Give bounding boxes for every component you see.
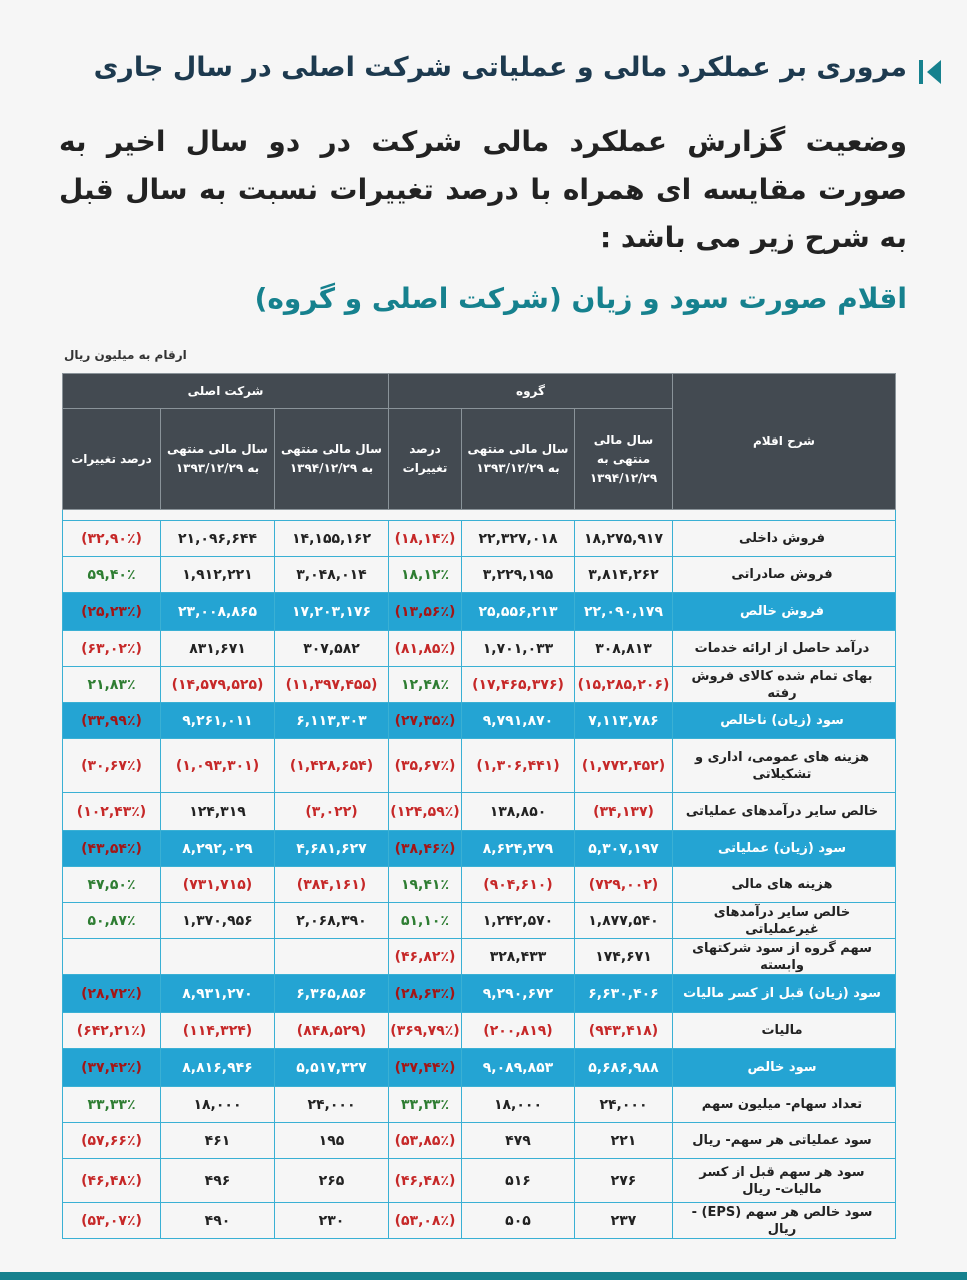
table-row [63,557,896,593]
group-1393-cell: ۳,۲۲۹,۱۹۵ [462,557,575,593]
parent-pct-cell: ۲۱,۸۳٪ [63,667,161,703]
table-row [63,975,896,1013]
parent-1394-cell: ۲۴,۰۰۰ [275,1087,389,1123]
row-label: سود عملیاتی هر سهم- ریال [673,1123,896,1159]
parent-1393-cell: ۱,۹۱۲,۲۲۱ [161,557,275,593]
group-1393-cell: ۵۱۶ [462,1159,575,1203]
table-row [63,1013,896,1049]
parent-1394-cell: (۸۴۸,۵۲۹) [275,1013,389,1049]
parent-pct-cell: (۲۵,۲۳٪) [63,593,161,631]
parent-1394-cell: ۱۹۵ [275,1123,389,1159]
parent-1393-cell: ۸۳۱,۶۷۱ [161,631,275,667]
row-label: بهای تمام شده کالای فروش رفته [673,667,896,703]
row-label: هزینه های عمومی، اداری و تشکیلاتی [673,739,896,793]
parent-1393-cell: ۱۸,۰۰۰ [161,1087,275,1123]
group-1393-cell: ۹,۷۹۱,۸۷۰ [462,703,575,739]
parent-pct-cell: (۳۰,۶۷٪) [63,739,161,793]
table-row [63,1123,896,1159]
group-pct-cell: (۲۸,۶۳٪) [389,975,462,1013]
group-1393-cell: (۲۰۰,۸۱۹) [462,1013,575,1049]
parent-pct-cell: ۵۰,۸۷٪ [63,903,161,939]
parent-1393-cell: (۱,۰۹۳,۳۰۱) [161,739,275,793]
table-row [63,939,896,975]
group-1393-cell: ۹,۰۸۹,۸۵۳ [462,1049,575,1087]
parent-1393-cell: ۲۱,۰۹۶,۶۴۴ [161,521,275,557]
group-1393-cell: (۱۷,۴۶۵,۳۷۶) [462,667,575,703]
intro-paragraph: وضعیت گزارش عملکرد مالی شرکت در دو سال اخیر به صورت مقایسه ای همراه با درصد تغییرات نسبت به سال قبل به شرح زیر می باشد : [59,125,907,254]
group-1393-cell: ۹,۲۹۰,۶۷۲ [462,975,575,1013]
row-label: سود (زیان) ناخالص [673,703,896,739]
parent-pct-cell: (۱۰۲,۴۳٪) [63,793,161,831]
group-1394-cell: ۱۸,۲۷۵,۹۱۷ [575,521,673,557]
table-row [63,667,896,703]
group-pct-cell: (۱۳,۵۶٪) [389,593,462,631]
group-pct-cell: ۳۳,۳۳٪ [389,1087,462,1123]
group-pct-header: درصد تغییرات [389,409,462,510]
parent-1394-cell: ۳,۰۴۸,۰۱۴ [275,557,389,593]
group-pct-cell: (۱۲۴,۵۹٪) [389,793,462,831]
bottom-bar [0,1272,967,1280]
parent-1394-header: سال مالی منتهی به ۱۳۹۴/۱۲/۲۹ [275,409,389,510]
parent-pct-cell: (۲۸,۷۲٪) [63,975,161,1013]
table-row [63,703,896,739]
group-pct-cell: ۱۲,۴۸٪ [389,667,462,703]
table-row [63,739,896,793]
row-label: هزینه های مالی [673,867,896,903]
group-1394-cell: ۲۷۶ [575,1159,673,1203]
table-row [63,903,896,939]
parent-1394-cell: (۱۱,۳۹۷,۴۵۵) [275,667,389,703]
group-1394-cell: (۱۵,۲۸۵,۲۰۶) [575,667,673,703]
parent-1393-cell: ۴۹۶ [161,1159,275,1203]
table-row [63,1203,896,1239]
group-pct-cell: (۱۸,۱۴٪) [389,521,462,557]
row-label: سود (زیان) قبل از کسر مالیات [673,975,896,1013]
parent-1393-cell: ۴۹۰ [161,1203,275,1239]
parent-pct-header: درصد تغییرات [63,409,161,510]
row-label: فروش صادراتی [673,557,896,593]
group-pct-cell: ۵۱,۱۰٪ [389,903,462,939]
group-1393-cell: ۱۳۸,۸۵۰ [462,793,575,831]
title-arrow-icon [927,60,941,84]
financial-table [62,373,896,1239]
parent-1394-cell: ۳۰۷,۵۸۲ [275,631,389,667]
group-1394-cell: (۳۴,۱۳۷) [575,793,673,831]
parent-1393-cell: ۸,۲۹۲,۰۲۹ [161,831,275,867]
parent-1393-cell: ۲۳,۰۰۸,۸۶۵ [161,593,275,631]
parent-1393-cell: (۱۱۴,۳۲۴) [161,1013,275,1049]
group-1393-cell: ۸,۶۲۴,۲۷۹ [462,831,575,867]
parent-pct-cell: ۴۷,۵۰٪ [63,867,161,903]
parent-pct-cell [63,939,161,975]
group-header: گروه [389,374,673,409]
parent-1394-cell: ۶,۳۶۵,۸۵۶ [275,975,389,1013]
section-subheading: اقلام صورت سود و زیان (شرکت اصلی و گروه) [254,282,907,315]
group-pct-cell: (۸۱,۸۵٪) [389,631,462,667]
group-pct-cell: ۱۹,۴۱٪ [389,867,462,903]
header-spacer [63,510,896,521]
parent-1394-cell: (۱,۴۲۸,۶۵۴) [275,739,389,793]
parent-pct-cell: (۴۳,۵۴٪) [63,831,161,867]
parent-1393-header: سال مالی منتهی به ۱۳۹۳/۱۲/۲۹ [161,409,275,510]
group-1394-cell: ۲۲۱ [575,1123,673,1159]
group-pct-cell: (۳۷,۴۴٪) [389,1049,462,1087]
row-label: فروش خالص [673,593,896,631]
group-pct-cell: (۲۷,۳۵٪) [389,703,462,739]
parent-pct-cell: (۵۷,۶۶٪) [63,1123,161,1159]
table-row [63,1049,896,1087]
table-row [63,521,896,557]
group-1394-cell: ۳,۸۱۴,۲۶۲ [575,557,673,593]
row-label: سود خالص هر سهم (EPS) - ریال [673,1203,896,1239]
group-1393-cell: ۴۷۹ [462,1123,575,1159]
parent-pct-cell: (۵۳,۰۷٪) [63,1203,161,1239]
parent-1394-cell: (۳,۰۲۲) [275,793,389,831]
parent-1394-cell: ۵,۵۱۷,۳۲۷ [275,1049,389,1087]
table-row [63,1087,896,1123]
group-1394-cell: ۲۳۷ [575,1203,673,1239]
parent-1394-cell: ۲۶۵ [275,1159,389,1203]
group-pct-cell: ۱۸,۱۲٪ [389,557,462,593]
parent-pct-cell: (۶۴۲,۲۱٪) [63,1013,161,1049]
parent-1394-cell: ۴,۶۸۱,۶۲۷ [275,831,389,867]
group-1393-cell: ۵۰۵ [462,1203,575,1239]
title-bar-icon [919,60,923,84]
row-label: خالص سایر درآمدهای عملیاتی [673,793,896,831]
row-label: تعداد سهام- میلیون سهم [673,1087,896,1123]
group-1393-cell: ۲۲,۳۲۷,۰۱۸ [462,521,575,557]
group-1394-cell: (۹۴۳,۴۱۸) [575,1013,673,1049]
group-1393-cell: ۱۸,۰۰۰ [462,1087,575,1123]
group-1394-cell: ۱۷۴,۶۷۱ [575,939,673,975]
parent-1394-cell: ۱۷,۲۰۳,۱۷۶ [275,593,389,631]
row-label: درآمد حاصل از ارائه خدمات [673,631,896,667]
items-header: شرح اقلام [673,374,896,510]
group-pct-cell: (۴۶,۴۸٪) [389,1159,462,1203]
group-1393-cell: (۱,۳۰۶,۴۴۱) [462,739,575,793]
group-pct-cell: (۵۳,۰۸٪) [389,1203,462,1239]
page-title: مروری بر عملکرد مالی و عملیاتی شرکت اصلی در سال جاری [93,52,907,83]
parent-1393-cell [161,939,275,975]
group-pct-cell: (۴۶,۸۲٪) [389,939,462,975]
parent-1394-cell: (۳۸۴,۱۶۱) [275,867,389,903]
row-label: سود خالص [673,1049,896,1087]
group-1394-cell: ۱,۸۷۷,۵۴۰ [575,903,673,939]
group-1394-cell: ۶,۶۳۰,۴۰۶ [575,975,673,1013]
group-pct-cell: (۳۶۹,۷۹٪) [389,1013,462,1049]
parent-pct-cell: ۳۳,۳۳٪ [63,1087,161,1123]
table-row [63,867,896,903]
group-1393-cell: ۱,۲۴۲,۵۷۰ [462,903,575,939]
parent-1393-cell: ۸,۸۱۶,۹۴۶ [161,1049,275,1087]
parent-pct-cell: ۵۹,۴۰٪ [63,557,161,593]
row-label: سهم گروه از سود شرکتهای وابسته [673,939,896,975]
group-1393-cell: ۲۵,۵۵۶,۲۱۳ [462,593,575,631]
parent-1394-cell: ۶,۱۱۳,۳۰۳ [275,703,389,739]
group-1394-cell: (۱,۷۷۲,۴۵۲) [575,739,673,793]
table-row [63,593,896,631]
group-1393-cell: ۳۲۸,۴۳۳ [462,939,575,975]
parent-1394-cell [275,939,389,975]
parent-1393-cell: ۱۲۴,۳۱۹ [161,793,275,831]
parent-1394-cell: ۱۴,۱۵۵,۱۶۲ [275,521,389,557]
parent-pct-cell: (۳۲,۹۰٪) [63,521,161,557]
parent-company-header: شرکت اصلی [63,374,389,409]
group-1394-cell: ۲۲,۰۹۰,۱۷۹ [575,593,673,631]
group-1394-cell: ۳۰۸,۸۱۳ [575,631,673,667]
group-1394-cell: ۲۴,۰۰۰ [575,1087,673,1123]
group-1393-header: سال مالی منتهی به ۱۳۹۳/۱۲/۲۹ [462,409,575,510]
parent-1394-cell: ۲۳۰ [275,1203,389,1239]
parent-pct-cell: (۴۶,۴۸٪) [63,1159,161,1203]
parent-1393-cell: (۱۴,۵۷۹,۵۲۵) [161,667,275,703]
group-1394-header: سال مالی منتهی به ۱۳۹۴/۱۲/۲۹ [575,409,673,510]
group-pct-cell: (۳۵,۶۷٪) [389,739,462,793]
parent-1394-cell: ۲,۰۶۸,۳۹۰ [275,903,389,939]
group-pct-cell: (۵۳,۸۵٪) [389,1123,462,1159]
group-1394-cell: (۷۲۹,۰۰۲) [575,867,673,903]
parent-pct-cell: (۶۳,۰۲٪) [63,631,161,667]
parent-pct-cell: (۳۳,۹۹٪) [63,703,161,739]
row-label: سود هر سهم قبل از کسر مالیات- ریال [673,1159,896,1203]
group-pct-cell: (۳۸,۴۶٪) [389,831,462,867]
table-row [63,1159,896,1203]
parent-1393-cell: ۱,۳۷۰,۹۵۶ [161,903,275,939]
parent-1393-cell: ۴۶۱ [161,1123,275,1159]
row-label: مالیات [673,1013,896,1049]
group-1394-cell: ۵,۳۰۷,۱۹۷ [575,831,673,867]
table-row [63,831,896,867]
row-label: فروش داخلی [673,521,896,557]
group-1393-cell: (۹۰۴,۶۱۰) [462,867,575,903]
group-1394-cell: ۵,۶۸۶,۹۸۸ [575,1049,673,1087]
group-1393-cell: ۱,۷۰۱,۰۳۳ [462,631,575,667]
row-label: سود (زیان) عملیاتی [673,831,896,867]
parent-1393-cell: ۸,۹۳۱,۲۷۰ [161,975,275,1013]
table-row [63,793,896,831]
parent-1393-cell: ۹,۲۶۱,۰۱۱ [161,703,275,739]
group-1394-cell: ۷,۱۱۳,۷۸۶ [575,703,673,739]
parent-pct-cell: (۳۷,۴۲٪) [63,1049,161,1087]
table-row [63,631,896,667]
unit-note: ارقام به میلیون ریال [64,348,187,362]
parent-1393-cell: (۷۳۱,۷۱۵) [161,867,275,903]
row-label: خالص سایر درآمدهای غیرعملیاتی [673,903,896,939]
